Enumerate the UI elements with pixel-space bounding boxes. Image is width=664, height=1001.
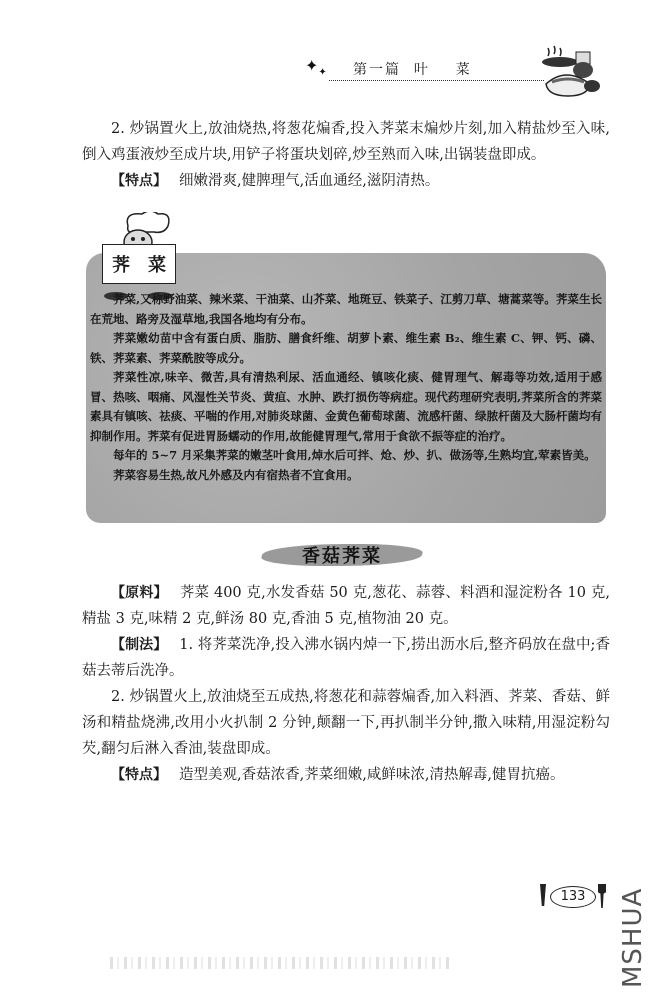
previous-recipe-continuation bbox=[82, 116, 610, 194]
sign-char-2: 菜 bbox=[148, 255, 166, 276]
scan-bleed-through bbox=[110, 957, 450, 969]
ingredients-label: 【原料】 bbox=[111, 585, 168, 601]
sign-board bbox=[102, 244, 176, 284]
features-line bbox=[82, 762, 610, 788]
method-step-2: 2. 炒锅置火上,放油烧热,将葱花煸香,投入荠菜末煸炒片刻,加入精盐炒至入味,倒入鸡蛋液炒至成片块,用铲子将蛋块划碎,炒至熟而入味,出锅装盘即成。 bbox=[82, 121, 610, 163]
sparkle-icon: $✦_✦$ bbox=[305, 56, 327, 78]
method-label: 【制法】 bbox=[111, 637, 168, 653]
page-number-badge bbox=[540, 882, 610, 910]
info-paragraph: 荠菜,又称野油菜、辣米菜、干油菜、山芥菜、地斑豆、铁菜子、江剪刀草、塘蒿菜等。荠菜生长在荒地、路旁及湿草地,我国各地均有分布。 bbox=[90, 292, 602, 326]
ingredients-text: 荠菜 400 克,水发香菇 50 克,葱花、蒜蓉、料酒和湿淀粉各 10 克,精盐 3 克,味精 2 克,鲜汤 80 克,香油 5 克,植物油 20 克。 bbox=[82, 585, 611, 627]
fork-icon bbox=[540, 884, 546, 906]
ingredients-line bbox=[82, 580, 610, 632]
recipe-body bbox=[82, 580, 610, 788]
info-paragraph: 荠菜容易生热,故凡外感及内有宿热者不宜食用。 bbox=[113, 467, 359, 482]
features-line bbox=[82, 168, 610, 194]
features-label: 【特点】 bbox=[111, 767, 167, 783]
sign-char-1: 荠 bbox=[112, 255, 130, 276]
watermark: MSHUA bbox=[618, 887, 648, 988]
features-label: 【特点】 bbox=[111, 173, 167, 189]
features-text: 细嫩滑爽,健脾理气,活血通经,滋阴清热。 bbox=[179, 173, 440, 189]
info-paragraph: 荠菜嫩幼苗中含有蛋白质、脂肪、膳食纤维、胡萝卜素、维生素 B₂、维生素 C、钾、钙、磷、铁、荠菜素、荠菜酰胺等成分。 bbox=[90, 331, 602, 365]
recipe-title-banner bbox=[262, 540, 422, 572]
dotted-rule bbox=[329, 80, 544, 81]
info-paragraph: 每年的 5~7 月采集荠菜的嫩茎叶食用,焯水后可拌、炝、炒、扒、做汤等,生熟均宜,荤素皆美。 bbox=[113, 448, 596, 462]
knife-icon bbox=[598, 884, 606, 908]
method-line bbox=[82, 632, 610, 684]
recipe-title: 香菇荠菜 bbox=[302, 546, 382, 567]
chapter-title: 第一篇 叶 菜 bbox=[353, 62, 472, 78]
info-paragraph: 荠菜性凉,味辛、微苦,具有清热利尿、活血通经、镇咳化痰、健胃理气、解毒等功效,适用于感冒、热咳、咽痛、风湿性关节炎、黄疸、水肿、跌打损伤等病症。现代药理研究表明,荠菜所含的荠菜素具有镇咳、祛痰、平喘的作用,对肺炎球菌、金黄色葡萄球菌、流感杆菌、绿脓杆菌及大肠杆菌均有抑制作用。荠菜有促进胃肠蠕动的作用,故能健胃理气,常用于食欲不振等症的治疗。 bbox=[90, 370, 602, 443]
method-step-2: 2. 炒锅置火上,放油烧至五成热,将葱花和蒜蓉煸香,加入料酒、荠菜、香菇、鲜汤和精盐烧沸,改用小火扒制 2 分钟,颠翻一下,再扒制半分钟,撒入味精,用湿淀粉勾芡,翻匀后淋入香油,装盘即成。 bbox=[82, 689, 610, 757]
info-box-text bbox=[90, 290, 602, 485]
running-header bbox=[305, 46, 535, 86]
method-step-1: 1. 将荠菜洗净,投入沸水锅内焯一下,捞出沥水后,整齐码放在盘中;香菇去蒂后洗净。 bbox=[82, 637, 611, 679]
chef-with-dish-icon bbox=[538, 44, 608, 100]
page-number: 133 bbox=[550, 886, 596, 908]
features-text: 造型美观,香菇浓香,荠菜细嫩,咸鲜味浓,清热解毒,健胃抗癌。 bbox=[179, 767, 565, 783]
